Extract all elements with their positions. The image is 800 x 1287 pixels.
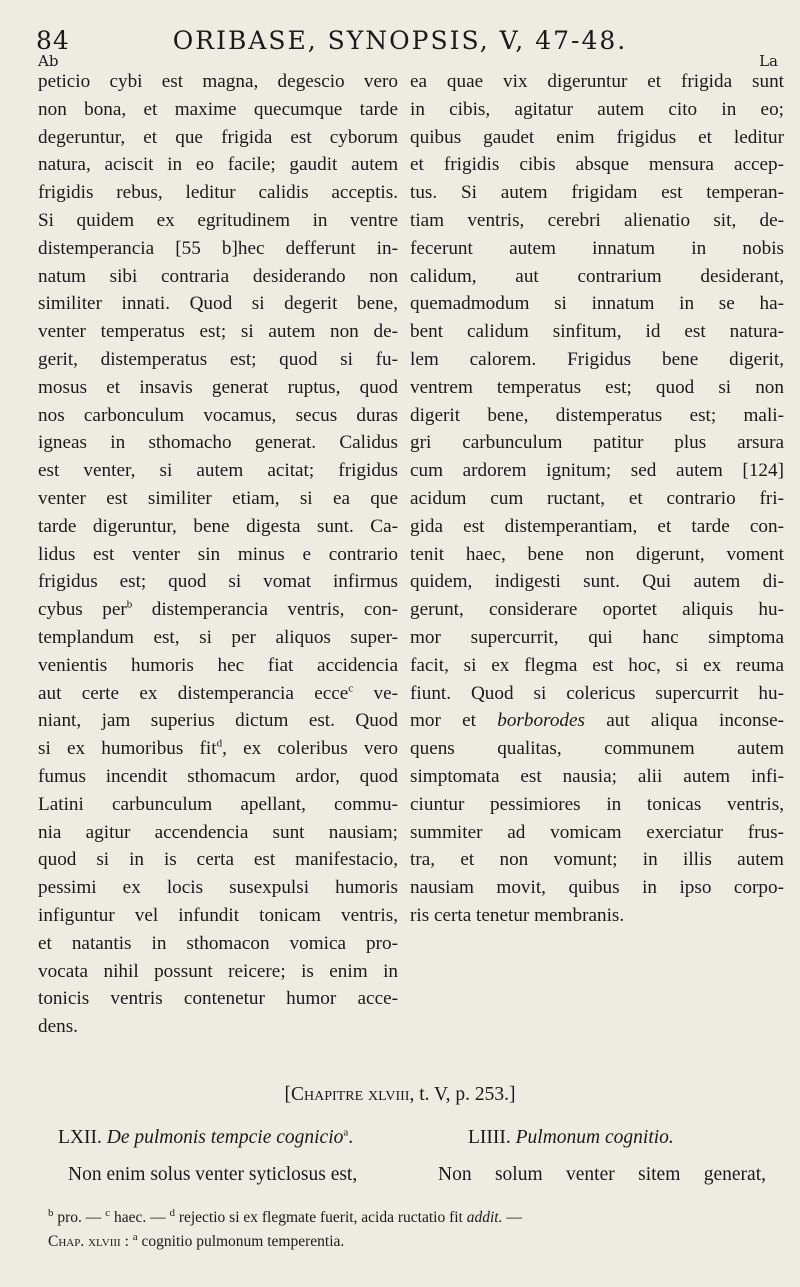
text-line: facit, si ex flegma est hoc, si ex reuma bbox=[410, 654, 784, 676]
text-line: dens. bbox=[38, 1016, 78, 1038]
text-fragment: aut certe ex distemperancia ecce bbox=[38, 682, 349, 704]
text-line: nausiam movit, quibus in ipso corpo- bbox=[410, 877, 784, 899]
italic-term: borborodes bbox=[497, 710, 585, 732]
text-line: fiunt. Quod si colericus supercurrit hu- bbox=[410, 682, 784, 704]
chapter-ref-rest: , t. V, p. 253.] bbox=[409, 1084, 516, 1105]
text-line: gerunt, considerare oportet aliquis hu- bbox=[410, 599, 784, 621]
footnote-mark: b bbox=[126, 598, 133, 611]
text-line: infiguntur vel infundit tonicam ventris, bbox=[38, 904, 398, 926]
text-fragment: si ex humoribus fit bbox=[38, 738, 217, 760]
text-line: Si quidem ex egritudinem in ventre bbox=[38, 209, 398, 231]
footnote-text: rejectio si ex flegmate fuerit, acida ructatio fit bbox=[174, 1209, 467, 1226]
section-number: LIIII. bbox=[468, 1127, 511, 1148]
footnote-line bbox=[48, 1230, 764, 1254]
footnote-italic: addit. bbox=[466, 1209, 503, 1226]
chapter-word: Chapitre xlviii bbox=[291, 1084, 410, 1105]
text-line: et frigidis cibis absque mensura accep- bbox=[410, 154, 784, 176]
text-fragment: cybus per bbox=[38, 599, 127, 621]
text-line: tiam ventris, cerebri alienatio sit, de- bbox=[410, 209, 784, 231]
text-line: venientis humoris hec fiat accidencia bbox=[38, 654, 398, 676]
text-fragment: , ex coleribus vero bbox=[222, 738, 398, 760]
text-line: tonicis ventris contenetur humor acce- bbox=[38, 988, 398, 1010]
text-line: peticio cybi est magna, degescio vero bbox=[38, 71, 398, 92]
chapter-bracket: [ bbox=[284, 1084, 291, 1105]
footnote-line bbox=[48, 1206, 764, 1230]
text-line: lem calorem. Frigidus bene digerit, bbox=[410, 348, 784, 370]
footnote-text: : bbox=[120, 1233, 133, 1250]
text-line: simptomata est nausia; alii autem infi- bbox=[410, 765, 784, 787]
section-heading-left bbox=[58, 1127, 353, 1149]
left-column-label: Ab bbox=[38, 52, 59, 70]
section-title: De pulmonis tempcie cognicio bbox=[106, 1127, 344, 1148]
text-line: ciuntur pessimiores in tonicas ventris, bbox=[410, 793, 784, 815]
text-line: calidum, aut contrarium desiderant, bbox=[410, 265, 784, 287]
text-line bbox=[410, 707, 784, 735]
text-fragment: aut aliqua inconse- bbox=[585, 710, 784, 732]
text-line: degeruntur, et que frigida est cyborum bbox=[38, 126, 398, 148]
left-column-text bbox=[38, 68, 398, 1041]
text-line: ea quae vix digeruntur et frigida sunt bbox=[410, 71, 784, 92]
text-line: quens qualitas, communem autem bbox=[410, 738, 784, 760]
running-head bbox=[36, 26, 764, 60]
text-fragment: mor et bbox=[410, 710, 498, 732]
right-column-text bbox=[410, 68, 784, 930]
footnote-mark: c bbox=[105, 1206, 111, 1219]
text-line: Latini carbunculum apellant, commu- bbox=[38, 793, 398, 815]
footnote-text: cognitio pulmonum temperentia. bbox=[137, 1233, 345, 1250]
text-line: natum sibi contraria desiderando non bbox=[38, 265, 398, 287]
footnote-text: — bbox=[502, 1209, 522, 1226]
text-line: summiter ad vomicam exerciatur frus- bbox=[410, 821, 784, 843]
text-line bbox=[38, 596, 398, 624]
text-line: ris certa tenetur membranis. bbox=[410, 904, 625, 926]
text-line: mor supercurrit, qui hanc simptoma bbox=[410, 626, 784, 648]
footnotes bbox=[48, 1206, 764, 1254]
text-line: lidus est venter sin minus e contrario bbox=[38, 543, 398, 565]
text-line: quod si in is certa est manifestacio, bbox=[38, 849, 398, 871]
footnote-text: haec. — bbox=[110, 1209, 170, 1226]
text-line: venter temperatus est; si autem non de- bbox=[38, 321, 398, 343]
text-line: niant, jam superius dictum est. Quod bbox=[38, 710, 398, 732]
right-column-label: La bbox=[759, 52, 778, 70]
first-line-left: Non enim solus venter syticlosus est, bbox=[68, 1164, 358, 1185]
text-line: templandum est, si per aliquos super- bbox=[38, 626, 398, 648]
footnote-text: pro. — bbox=[53, 1209, 106, 1226]
page-number: 84 bbox=[36, 26, 70, 55]
text-line: ventrem temperatus est; quod si non bbox=[410, 376, 784, 398]
text-line: nos carbonculum vocamus, secus duras bbox=[38, 404, 398, 426]
section-heading-right bbox=[468, 1127, 674, 1149]
text-line: frigidus est; quod si vomat infirmus bbox=[38, 571, 398, 593]
text-line: pessimi ex locis susexpulsi humoris bbox=[38, 877, 398, 899]
section-number: LXII. bbox=[58, 1127, 102, 1148]
text-line: gerit, distemperatus est; quod si fu- bbox=[38, 348, 398, 370]
running-title: ORIBASE, SYNOPSIS, V, 47-48. bbox=[172, 26, 628, 55]
text-line: digerit bene, distemperatus est; mali- bbox=[410, 404, 784, 426]
text-line bbox=[38, 680, 398, 708]
footnote-chapter-label: Chap. xlviii bbox=[48, 1233, 121, 1250]
text-line: acidum cum ructant, et contrario fri- bbox=[410, 487, 784, 509]
text-line: gri carbunculum patitur plus arsura bbox=[410, 432, 784, 454]
text-line: gida est distemperantiam, et tarde con- bbox=[410, 515, 784, 537]
text-line: venter est similiter etiam, si ea que bbox=[38, 487, 398, 509]
text-line: vocata nihil possunt reicere; is enim in bbox=[38, 960, 398, 982]
section-title-end: . bbox=[348, 1127, 354, 1148]
chapter-reference bbox=[0, 1084, 800, 1106]
text-line: et natantis in sthomacon vomica pro- bbox=[38, 932, 398, 954]
text-line: quemadmodum si innatum in se ha- bbox=[410, 293, 784, 315]
text-line bbox=[38, 735, 398, 763]
text-line: quidem, indigesti sunt. Qui autem di- bbox=[410, 571, 784, 593]
text-line: tra, et non vomunt; in illis autem bbox=[410, 849, 784, 871]
text-fragment: distemperancia ventris, con- bbox=[132, 599, 399, 621]
text-line: non bona, et maxime quecumque tarde bbox=[38, 98, 398, 120]
text-line: igneas in sthomacho generat. Calidus bbox=[38, 432, 398, 454]
text-line: tenit haec, bene non digerunt, voment bbox=[410, 543, 784, 565]
first-line-right: Non solum venter sitem generat, bbox=[438, 1164, 766, 1185]
text-line: in cibis, agitatur autem cito in eo; bbox=[410, 98, 784, 120]
text-line: similiter innati. Quod si degerit bene, bbox=[38, 293, 398, 315]
text-line: frigidis rebus, leditur calidis acceptis. bbox=[38, 182, 398, 204]
text-line: tus. Si autem frigidam est temperan- bbox=[410, 182, 784, 204]
text-line: fecerunt autem innatum in nobis bbox=[410, 237, 784, 259]
footnote-mark: d bbox=[169, 1206, 175, 1219]
text-line: cum ardorem ignitum; sed autem [124] bbox=[410, 460, 784, 482]
text-line: est venter, si autem acitat; frigidus bbox=[38, 460, 398, 482]
section-title: Pulmonum cognitio. bbox=[515, 1127, 674, 1148]
text-line: fumus incendit sthomacum ardor, quod bbox=[38, 765, 398, 787]
text-line: mosus et insavis generat ruptus, quod bbox=[38, 376, 398, 398]
footnote-mark: c bbox=[348, 682, 354, 695]
footnote-mark: b bbox=[48, 1206, 54, 1219]
footnote-mark: a bbox=[132, 1230, 138, 1243]
text-line: distemperancia [55 b]hec defferunt in- bbox=[38, 237, 398, 259]
text-line: quibus gaudet enim frigidus et leditur bbox=[410, 126, 784, 148]
text-line: nia agitur accendencia sunt nausiam; bbox=[38, 821, 398, 843]
text-fragment: ve- bbox=[353, 682, 399, 704]
footnote-mark: a bbox=[343, 1126, 349, 1139]
text-line: bent calidum sinfitum, id est natura- bbox=[410, 321, 784, 343]
text-line: tarde digeruntur, bene digesta sunt. Ca- bbox=[38, 515, 398, 537]
text-line: natura, aciscit in eo facile; gaudit autem bbox=[38, 154, 398, 176]
footnote-mark: d bbox=[216, 737, 223, 750]
